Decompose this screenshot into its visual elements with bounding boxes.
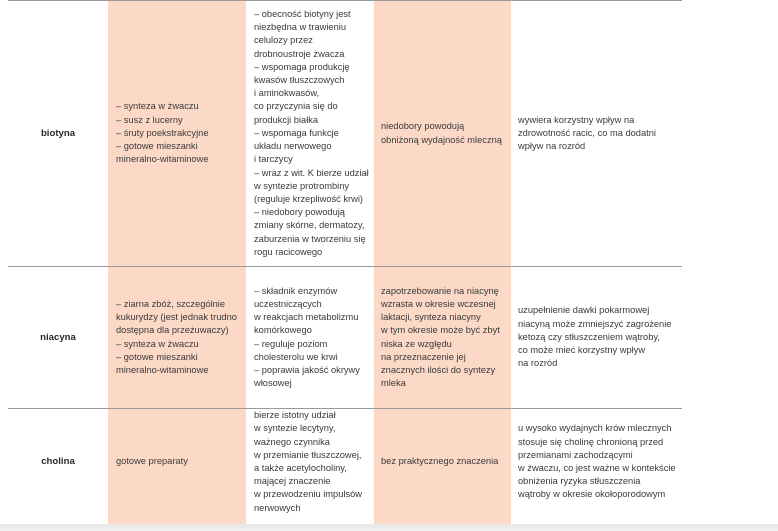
sources-cell (116, 1, 244, 266)
page-bottom-edge (0, 524, 778, 531)
vitamin-name: cholina (41, 456, 75, 468)
deficiency-text: bez praktycznego znaczenia (381, 456, 499, 467)
table-row (8, 1, 108, 266)
notes-cell (518, 409, 683, 515)
sources-cell (116, 267, 244, 408)
notes-cell (518, 1, 683, 266)
functions-text: – składnik enzymów uczestniczących w reakcjach metabolizmu komórkowego – reguluje poziom cholesterolu we krwi – poprawia jakość okrywy włosowej (254, 285, 360, 389)
sources-cell (116, 409, 244, 515)
notes-text: u wysoko wydajnych krów mlecznych stosuje się cholinę chronioną przed przemianami zachodzącymi w żwaczu, co jest ważne w kontekście obniżenia ryzyka stłuszczenia wątroby w okresie okołoporodowym (518, 423, 676, 500)
functions-cell (254, 1, 372, 266)
vitamin-name: niacyna (40, 331, 76, 343)
functions-cell (254, 267, 372, 408)
notes-text: wywiera korzystny wpływ na zdrowotność racic, co ma dodatni wpływ na rozród (518, 114, 656, 152)
table-row (8, 409, 108, 515)
deficiency-cell (381, 409, 509, 515)
deficiency-cell (381, 1, 509, 266)
sources-text: – ziarna zbóż, szczególnie kukurydzy (jest jednak trudno dostępna dla przeżuwaczy) – synteza w żwaczu – gotowe mieszanki mineralno-witaminowe (116, 298, 237, 375)
functions-cell (254, 409, 372, 515)
functions-text: bierze istotny udział w syntezie lecytyny, ważnego czynnika w przemianie tłuszczowej, a także acetylocholiny, mającej znaczenie w przewodzeniu impulsów nerwowych (254, 410, 362, 513)
sources-text: – synteza w żwaczu – susz z lucerny – śruty poekstrakcyjne – gotowe mieszanki mineralno-witaminowe (116, 101, 209, 165)
deficiency-cell (381, 267, 509, 408)
deficiency-text: niedobory powodują obniżoną wydajność mleczną (381, 121, 502, 145)
notes-cell (518, 267, 683, 408)
notes-text: uzupełnienie dawki pokarmowej niacyną może zmniejszyć zagrożenie ketozą czy stłuszczeniem wątroby, co może mieć korzystny wpływ na rozród (518, 305, 672, 369)
vitamin-name: biotyna (40, 127, 76, 139)
deficiency-text: zapotrzebowanie na niacynę wzrasta w okresie wczesnej laktacji, synteza niacyny w tym okresie może być zbyt niska ze względu na przeznaczenie jej znacznych ilości do syntezy mleka (381, 285, 500, 389)
sources-text: gotowe preparaty (116, 456, 188, 467)
table-row (8, 267, 108, 408)
functions-text: – obecność biotyny jest niezbędna w trawieniu celulozy przez drobnoustroje żwacza – wspomaga produkcję kwasów tłuszczowych i aminokwasów, co przyczynia się do produkcji białka – wspomaga funkcje układu nerwowego i tarczycy – wraz z wit. K bierze udział w syntezie protrombiny (reguluje krzepliwość krwi) – niedobory powodują zmiany skórne, dermatozy, zaburzenia w tworzeniu się rogu racicowego (254, 9, 369, 257)
